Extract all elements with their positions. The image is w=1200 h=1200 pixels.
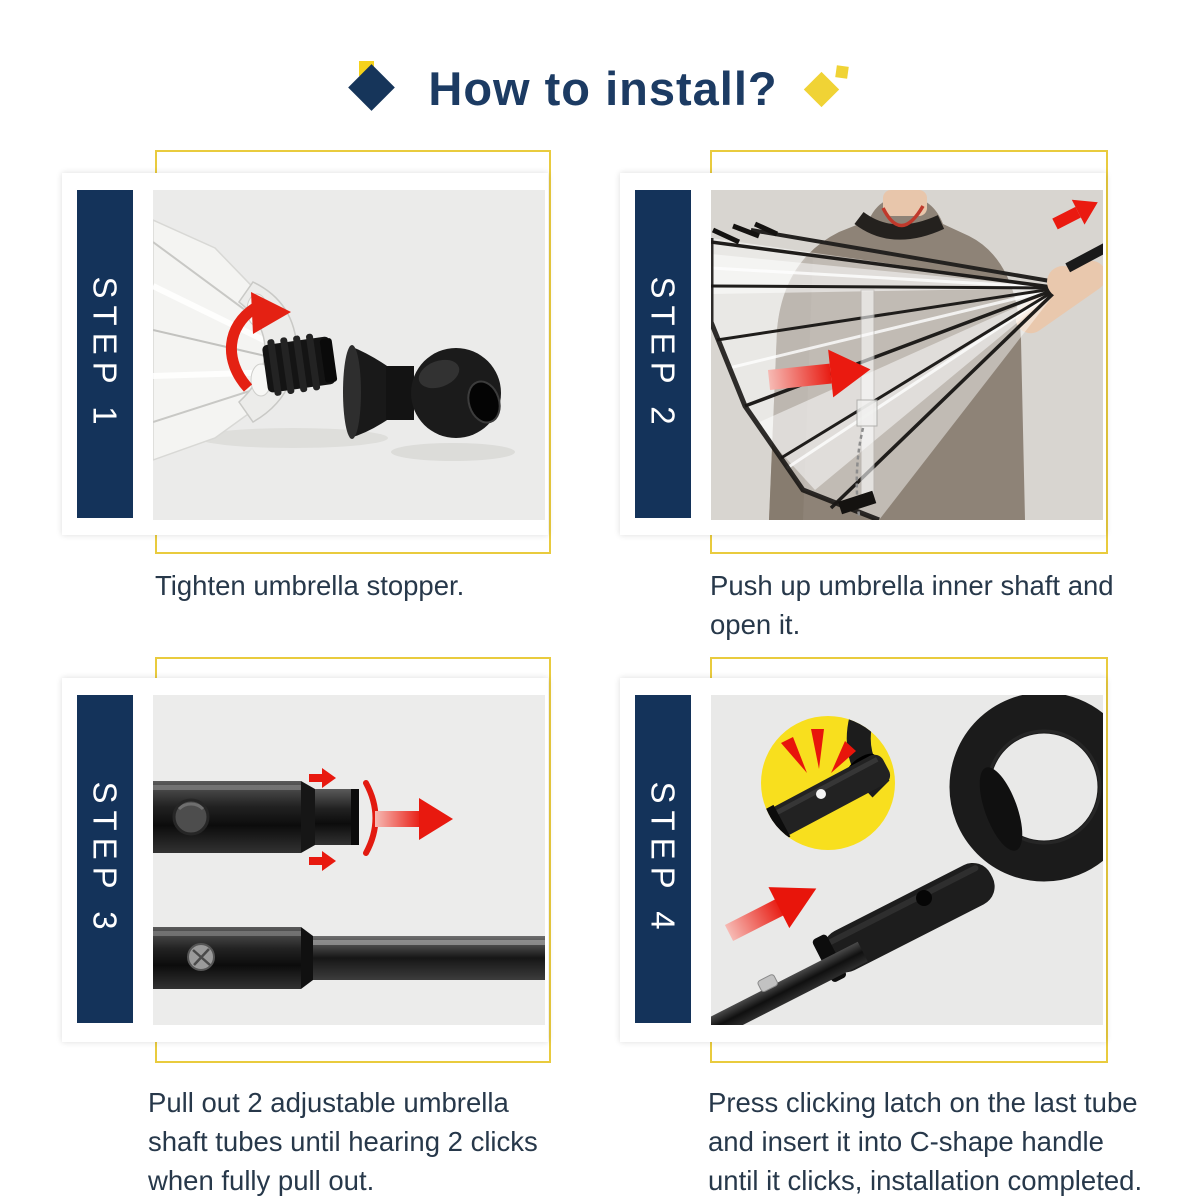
step-1-caption — [155, 566, 464, 605]
step-1-label: STEP 1 — [87, 276, 124, 432]
step-3-panel — [62, 657, 552, 1065]
step-4-panel — [620, 657, 1110, 1065]
upper-shaft-tube — [153, 781, 359, 853]
step-2-photo — [711, 190, 1103, 520]
umbrella-stopper-illustration — [153, 190, 545, 520]
yellow-square-icon — [835, 65, 849, 79]
caption-line: Push up umbrella inner shaft and — [710, 570, 1114, 601]
step-4-label: STEP 4 — [645, 781, 682, 937]
handle-hole — [916, 890, 932, 906]
step-4-caption — [708, 1083, 1142, 1200]
step-1-photo — [153, 190, 545, 520]
step-1-banner — [77, 190, 133, 518]
title-left-diamond-ornament — [346, 59, 402, 117]
header — [0, 50, 1200, 126]
title-right-diamond-ornament — [804, 59, 854, 117]
caption-line: until it clicks, installation completed. — [708, 1165, 1143, 1196]
navy-diamond-icon — [349, 64, 396, 111]
step-3-label: STEP 3 — [87, 781, 124, 937]
step-3-caption — [148, 1083, 538, 1200]
step-2-label: STEP 2 — [645, 276, 682, 432]
caption-line: and insert it into C-shape handle — [708, 1126, 1104, 1157]
caption-line: Tighten umbrella stopper. — [155, 570, 465, 601]
step-1-panel — [62, 150, 552, 558]
caption-line: Pull out 2 adjustable umbrella — [148, 1087, 509, 1118]
shaft-tubes-illustration — [153, 695, 545, 1025]
yellow-diamond-icon — [803, 72, 838, 107]
caption-line: Press clicking latch on the last tube — [708, 1087, 1138, 1118]
step-4-banner — [635, 695, 691, 1023]
caption-line: when fully pull out. — [148, 1165, 375, 1196]
caption-line: shaft tubes until hearing 2 clicks — [148, 1126, 538, 1157]
step-3-photo — [153, 695, 545, 1025]
step-2-panel — [620, 150, 1110, 558]
handle-latch-illustration — [711, 695, 1103, 1025]
lower-shaft-tube — [153, 927, 545, 989]
step-2-banner — [635, 190, 691, 518]
step-3-banner — [77, 695, 133, 1023]
open-umbrella-illustration — [711, 190, 1103, 520]
caption-line: open it. — [710, 609, 801, 640]
page-title: How to install? — [428, 61, 778, 115]
step-4-photo — [711, 695, 1103, 1025]
step-2-caption — [710, 566, 1114, 644]
